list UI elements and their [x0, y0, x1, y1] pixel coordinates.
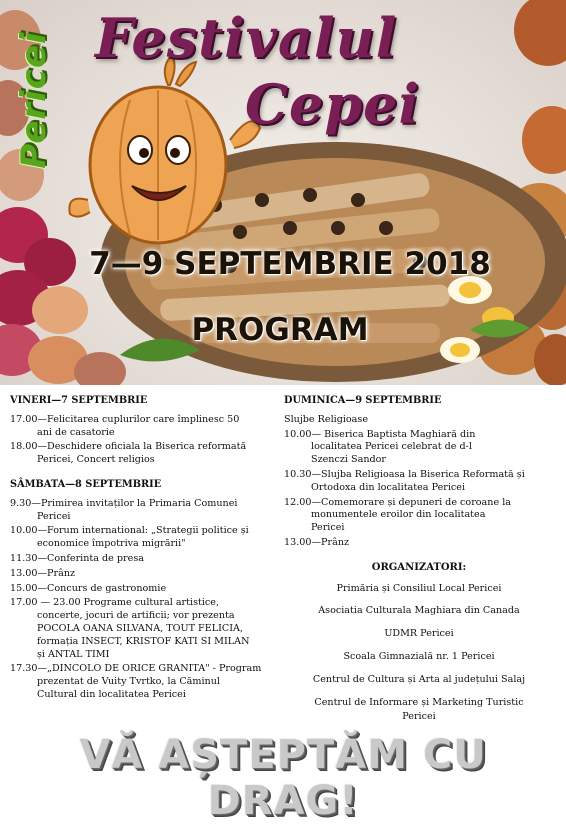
closing-slogan: VĂ AȘTEPTĂM CU DRAG!	[79, 732, 487, 824]
schedule-item-line: Cultural din localitatea Pericei	[37, 688, 186, 700]
schedule-item-line: Pericei	[37, 510, 71, 522]
schedule-item-line: 10.30—Slujba Religioasa la Biserica Reformată și	[284, 468, 525, 480]
schedule-item-line: 13.00—Prânz	[10, 567, 76, 579]
schedule-item	[10, 663, 272, 701]
brand-text: Pericei	[14, 31, 54, 169]
schedule-item	[284, 469, 554, 495]
saturday-heading: SÂMBATA—8 SEPTEMBRIE	[10, 478, 162, 490]
schedule-item-line: Pericei	[311, 522, 345, 534]
schedule-item-line: formația INSECT, KRISTOF KATI SI MILAN	[37, 635, 250, 647]
schedule-item-line: și ANTAL TIMI	[37, 648, 110, 660]
schedule-item	[10, 568, 272, 581]
poster-hero	[0, 0, 566, 385]
schedule-item-line: 17.00—Felicitarea cuplurilor care împlinesc 50	[10, 413, 240, 425]
organizer-item: UDMR Pericei	[384, 628, 454, 640]
schedule-item-line: 10.00—Forum international: „Strategii politice și	[10, 525, 249, 537]
organizers-heading: ORGANIZATORI:	[371, 561, 467, 573]
sunday-heading: DUMINICA—9 SEPTEMBRIE	[284, 395, 442, 406]
schedule-item-line: 13.00—Prânz	[284, 536, 350, 548]
schedule-item	[10, 498, 272, 524]
organizer-item: Centrul de Informare și Marketing Turistic	[314, 696, 524, 708]
schedule-item-line: localitatea Pericei celebrat de d-l	[311, 441, 472, 453]
schedule-item-line: POCOLA OANA SILVANA, TOUT FELICIA,	[37, 622, 243, 634]
schedule-item	[10, 597, 272, 661]
schedule-item	[10, 441, 272, 467]
schedule-item-line: 12.00—Comemorare și depuneri de coroane la	[284, 496, 511, 508]
schedule-item-line: Ortodoxa din localitatea Pericei	[311, 481, 466, 493]
schedule-item-line: economice împotriva migrării"	[37, 538, 186, 550]
schedule-item-line: Szenczi Sandor	[311, 454, 387, 466]
organizer-item: Scoala Gimnazială nr. 1 Pericei	[343, 650, 495, 662]
schedule-item	[10, 583, 272, 596]
schedule-item-line: 18.00—Deschidere oficiala la Biserica reformată	[10, 441, 247, 453]
schedule-item	[284, 497, 554, 535]
schedule-item-line: 15.00—Concurs de gastronomie	[10, 582, 167, 594]
schedule-item-line: 11.30—Conferinta de presa	[10, 552, 144, 564]
schedule-item	[284, 429, 554, 467]
organizer-item: Pericei	[402, 711, 436, 723]
festival-dates: 7—9 SEPTEMBRIE 2018	[89, 246, 491, 282]
schedule-item-line: prezentat de Vuity Tvrtko, la Căminul	[37, 676, 220, 688]
schedule-item	[10, 525, 272, 551]
brand-vertical	[12, 22, 56, 182]
festival-title-line2: Cepei	[245, 72, 420, 136]
schedule-item-line: 9.30—Primirea invitaților la Primaria Comunei	[10, 497, 238, 509]
festival-title-line1: Festivalul	[95, 6, 398, 70]
schedule-item-line: 17.00 — 23.00 Programe cultural artistice,	[10, 597, 220, 609]
schedule-item-line: Pericei, Concert religios	[37, 454, 155, 466]
schedule-left-column	[10, 395, 272, 704]
schedule-item-line: 17.30—„DINCOLO DE ORICE GRANITA" - Program	[10, 663, 262, 675]
organizer-item: Centrul de Cultura și Arta al județului Salaj	[312, 673, 526, 685]
friday-heading: VINERI—7 SEPTEMBRIE	[10, 395, 148, 406]
schedule-right-column	[284, 395, 554, 734]
program-label: PROGRAM	[191, 312, 369, 348]
organizer-item: Asociatia Culturala Maghiara din Canada	[318, 605, 520, 617]
schedule-item-line: 10.00— Biserica Baptista Maghiară din	[284, 428, 476, 440]
schedule-item	[10, 553, 272, 566]
schedule-item	[284, 537, 554, 550]
schedule-item	[10, 414, 272, 440]
schedule-item-line: ani de casatorie	[37, 426, 115, 438]
sunday-subheading: Slujbe Religioase	[284, 413, 369, 425]
schedule-item-line: monumentele eroilor din localitatea	[311, 509, 486, 521]
schedule-item-line: concerte, jocuri de artificii; vor prezenta	[37, 610, 235, 622]
organizer-item: Primăria și Consiliul Local Pericei	[336, 582, 502, 594]
